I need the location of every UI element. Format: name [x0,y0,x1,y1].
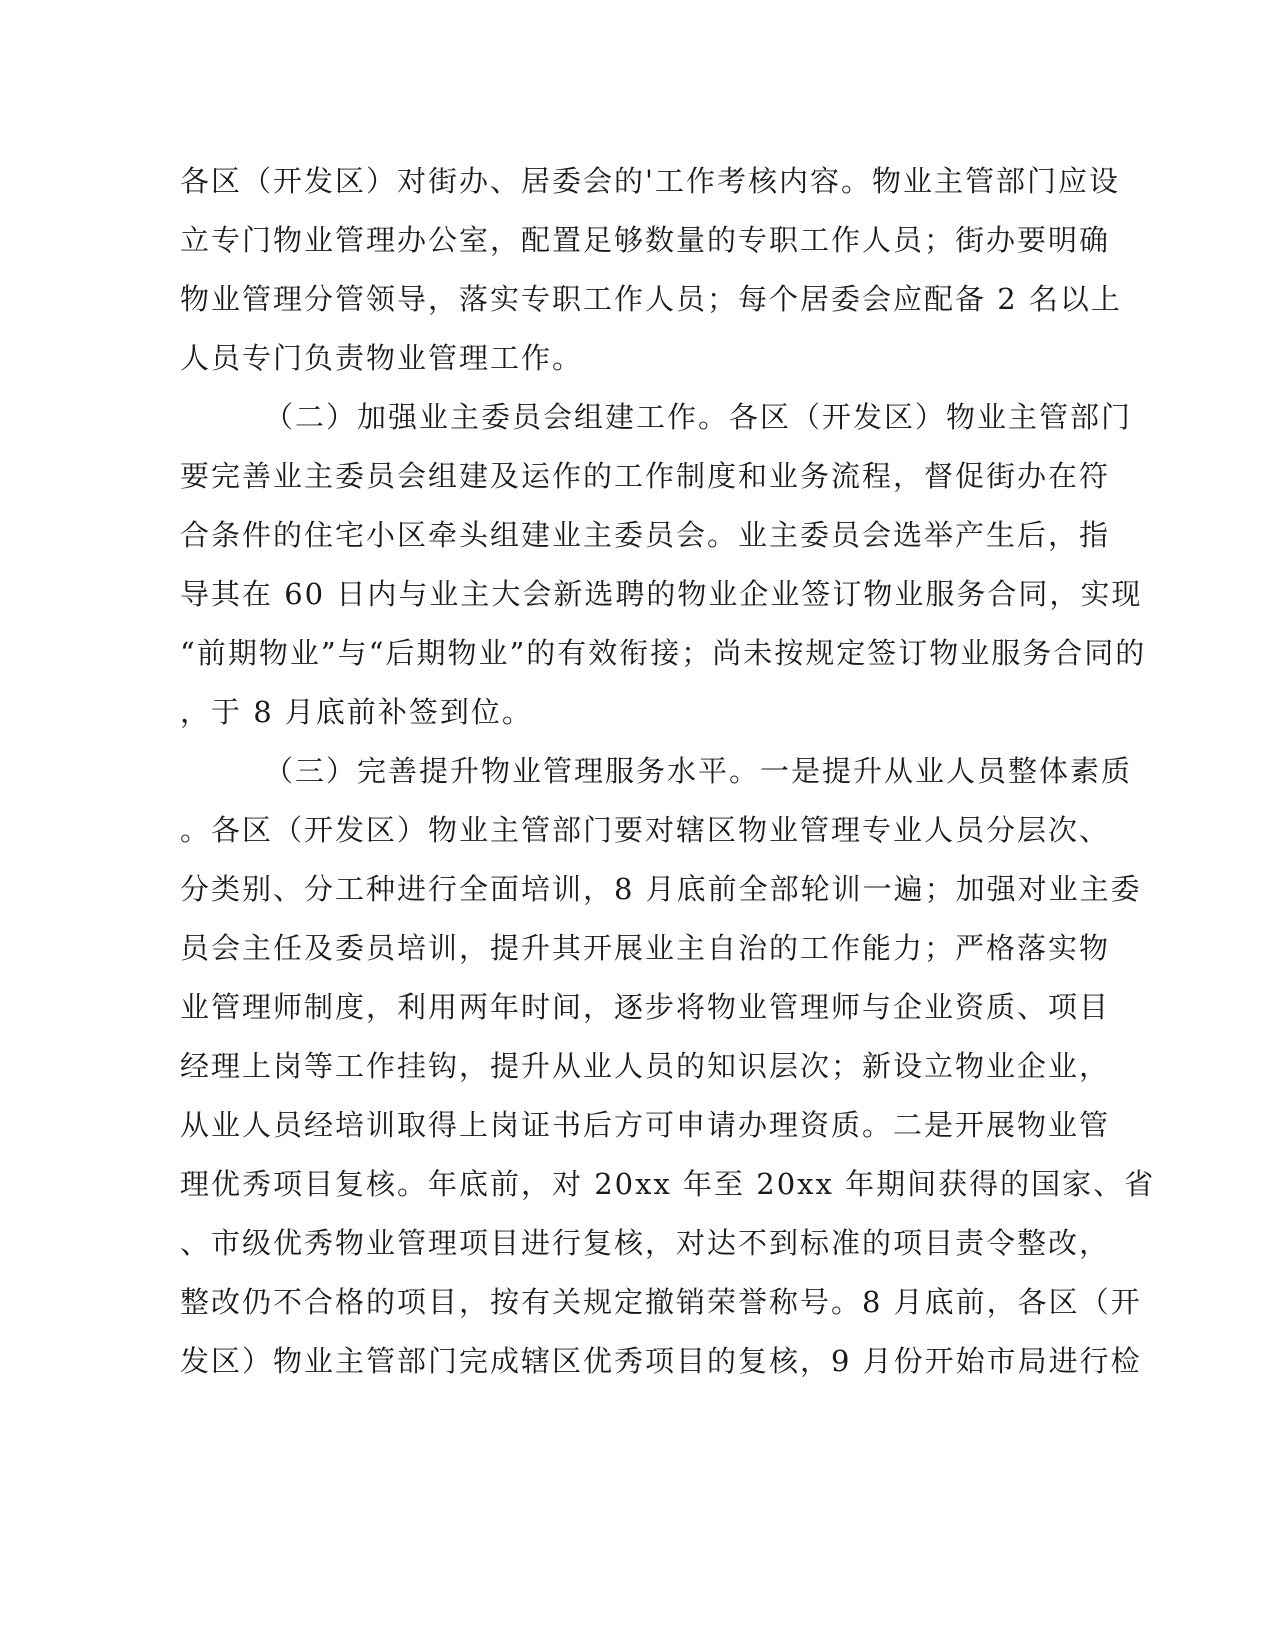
text-line: 经理上岗等工作挂钩，提升从业人员的知识层次；新设立物业企业， [180,1049,1111,1083]
text-line: 要完善业主委员会组建及运作的工作制度和业务流程，督促街办在符 [180,459,1111,493]
text-line: 员会主任及委员培训，提升其开展业主自治的工作能力；严格落实物 [180,931,1111,965]
text-line: 导其在 60 日内与业主大会新选聘的物业企业签订物业服务合同，实现 [180,577,1143,611]
document-body [180,152,1156,1391]
text-line: 发区）物业主管部门完成辖区优秀项目的复核，9 月份开始市局进行检 [180,1344,1142,1378]
text-line: 理优秀项目复核。年底前，对 20xx 年至 20xx 年期间获得的国家、省 [180,1167,1156,1201]
paragraph-heading-2: （二）加强业主委员会组建工作。各区（开发区）物业主管部门 [264,400,1133,434]
text-line: 从业人员经培训取得上岗证书后方可申请办理资质。二是开展物业管 [180,1108,1111,1142]
text-line: ，于 8 月底前补签到位。 [180,695,533,729]
text-line: 。各区（开发区）物业主管部门要对辖区物业管理专业人员分层次、 [180,813,1111,847]
text-line: “前期物业”与“后期物业”的有效衔接；尚未按规定签订物业服务合同的 [180,636,1147,670]
text-line: 分类别、分工种进行全面培训，8 月底前全部轮训一遍；加强对业主委 [180,872,1142,906]
paragraph-heading-3: （三）完善提升物业管理服务水平。一是提升从业人员整体素质 [264,754,1133,788]
text-line: 、市级优秀物业管理项目进行复核，对达不到标准的项目责令整改， [180,1226,1111,1260]
text-line: 人员专门负责物业管理工作。 [180,341,584,375]
text-line: 各区（开发区）对街办、居委会的'工作考核内容。物业主管部门应设 [180,164,1120,198]
text-line: 业管理师制度，利用两年时间，逐步将物业管理师与企业资质、项目 [180,990,1111,1024]
text-line: 整改仍不合格的项目，按有关规定撤销荣誉称号。8 月底前，各区（开 [180,1285,1142,1319]
text-line: 物业管理分管领导，落实专职工作人员；每个居委会应配备 2 名以上 [180,282,1122,316]
text-line: 合条件的住宅小区牵头组建业主委员会。业主委员会选举产生后，指 [180,518,1111,552]
text-line: 立专门物业管理办公室，配置足够数量的专职工作人员；街办要明确 [180,223,1111,257]
